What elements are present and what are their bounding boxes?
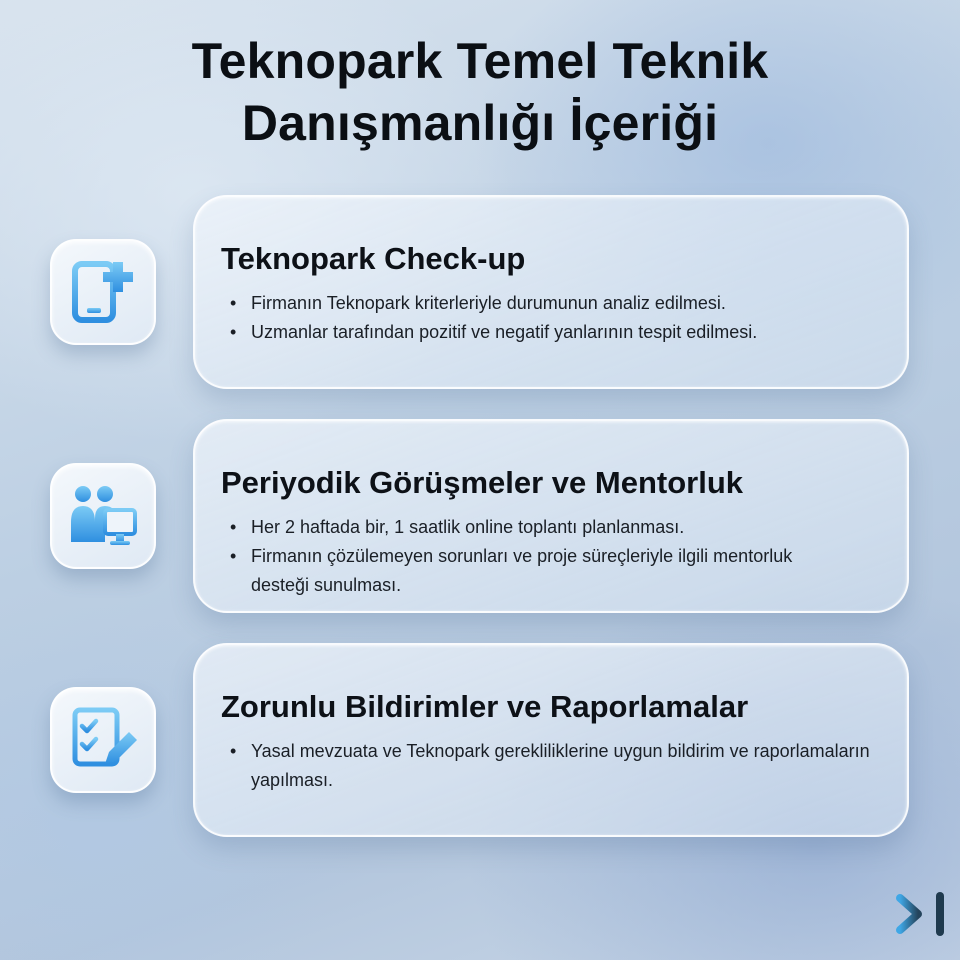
section-card-mentoring (193, 419, 909, 613)
section-card-reporting (193, 643, 909, 837)
bullet-list (221, 289, 883, 347)
bullet-item: • Yasal mevzuata ve Teknopark gerekliliklerine uygun bildirim ve raporlamaların yapılması. (221, 737, 871, 795)
next-page-button[interactable] (856, 888, 948, 940)
people-monitor-icon (50, 463, 156, 569)
tablet-plus-icon (50, 239, 156, 345)
page-title-line-2: Danışmanlığı İçeriği (241, 95, 719, 151)
section-card-checkup (193, 195, 909, 389)
bullet-item: • Her 2 haftada bir, 1 saatlik online toplantı planlanması. (221, 513, 883, 542)
bullet-list (221, 737, 883, 795)
checklist-pencil-icon (50, 687, 156, 793)
arrow-right-bar-icon (856, 888, 948, 940)
bullet-item: • Firmanın çözülemeyen sorunları ve proje süreçleriyle ilgili mentorluk desteği sunulması. (221, 542, 831, 600)
section-title: Teknopark Check-up (221, 241, 526, 276)
section-title: Zorunlu Bildirimler ve Raporlamalar (221, 689, 749, 724)
bullet-list (221, 513, 883, 600)
bullet-item: • Firmanın Teknopark kriterleriyle durumunun analiz edilmesi. (221, 289, 883, 318)
page-title-line-1: Teknopark Temel Teknik (191, 33, 769, 89)
bullet-item: • Uzmanlar tarafından pozitif ve negatif yanlarının tespit edilmesi. (221, 318, 883, 347)
page-title (0, 30, 960, 154)
section-title: Periyodik Görüşmeler ve Mentorluk (221, 465, 744, 500)
